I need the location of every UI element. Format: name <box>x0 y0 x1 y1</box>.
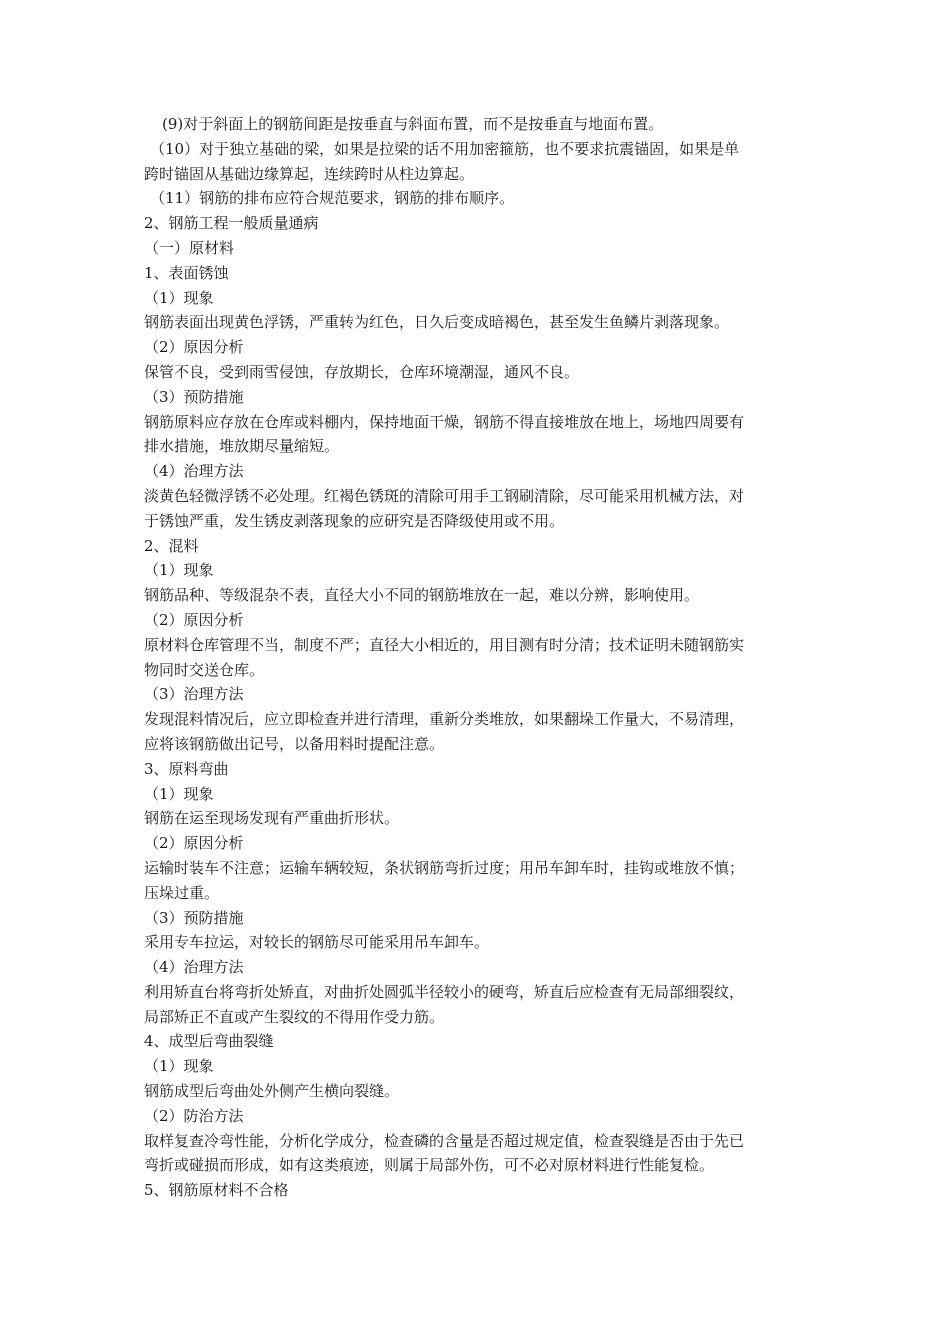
item-label: （1）现象 <box>144 1057 214 1076</box>
text-line: （11）钢筋的排布应符合规范要求，钢筋的排布顺序。 <box>150 189 515 208</box>
document-body <box>144 112 810 1203</box>
item-label: （1）现象 <box>144 784 214 803</box>
item-label: （3）预防措施 <box>144 387 244 406</box>
text-line: 取样复查冷弯性能，分析化学成分，检查磷的含量是否超过规定值，检查裂缝是否由于先已 <box>144 1131 745 1150</box>
item-label: （2）原因分析 <box>144 610 244 629</box>
item-label: （3）预防措施 <box>144 908 244 927</box>
text-line: 应将该钢筋做出记号，以备用料时提配注意。 <box>144 734 445 753</box>
item-label: （1）现象 <box>144 561 214 580</box>
item-label: （4）治理方法 <box>144 462 244 481</box>
text-line: 原材料仓库管理不当，制度不严；直径大小相近的，用目测有时分清；技术证明未随钢筋实 <box>144 635 745 654</box>
text-line: 压垛过重。 <box>144 883 220 902</box>
text-line: 钢筋原料应存放在仓库或料棚内，保持地面干燥，钢筋不得直接堆放在地上，场地四周要有 <box>144 412 745 431</box>
item-label: （2）原因分析 <box>144 834 244 853</box>
text-line: 钢筋在运至现场发现有严重曲折形状。 <box>144 809 400 828</box>
subsection-heading: 5、钢筋原材料不合格 <box>144 1181 289 1200</box>
text-line: 物同时交送仓库。 <box>144 660 265 679</box>
text-line: 保管不良，受到雨雪侵蚀，存放期长，仓库环境潮湿，通风不良。 <box>144 362 580 381</box>
section-heading: （一）原材料 <box>144 238 235 257</box>
text-line: 局部矫正不直或产生裂纹的不得用作受力筋。 <box>144 1007 445 1026</box>
item-label: （3）治理方法 <box>144 685 244 704</box>
text-line: 钢筋成型后弯曲处外侧产生横向裂缝。 <box>144 1082 400 1101</box>
text-line: 排水措施，堆放期尽量缩短。 <box>144 437 340 456</box>
item-label: （2）防治方法 <box>144 1106 244 1125</box>
item-label: （1）现象 <box>144 288 214 307</box>
text-line: 跨时锚固从基础边缘算起，连续跨时从柱边算起。 <box>144 164 475 183</box>
subsection-heading: 1、表面锈蚀 <box>144 263 229 282</box>
text-line: 运输时装车不注意；运输车辆较短，条状钢筋弯折过度；用吊车卸车时，挂钩或堆放不慎； <box>144 858 745 877</box>
text-line: 于锈蚀严重，发生锈皮剥落现象的应研究是否降级使用或不用。 <box>144 511 565 530</box>
text-line: 淡黄色轻微浮锈不必处理。红褐色锈斑的清除可用手工钢刷清除，尽可能采用机械方法，对 <box>144 486 745 505</box>
subsection-heading: 4、成型后弯曲裂缝 <box>144 1032 274 1051</box>
section-heading: 2、钢筋工程一般质量通病 <box>144 214 319 233</box>
text-line: 钢筋品种、等级混杂不表，直径大小不同的钢筋堆放在一起，难以分辨，影响使用。 <box>144 586 700 605</box>
text-line: 利用矫直台将弯折处矫直，对曲折处圆弧半径较小的硬弯，矫直后应检查有无局部细裂纹， <box>144 982 745 1001</box>
item-label: （2）原因分析 <box>144 338 244 357</box>
text-line: (9)对于斜面上的钢筋间距是按垂直与斜面布置，而不是按垂直与地面布置。 <box>162 115 664 133</box>
subsection-heading: 3、原料弯曲 <box>144 759 229 778</box>
item-label: （4）治理方法 <box>144 958 244 977</box>
subsection-heading: 2、混料 <box>144 536 199 555</box>
text-line: 发现混料情况后，应立即检查并进行清理，重新分类堆放，如果翻垛工作量大，不易清理， <box>144 710 745 729</box>
text-line: 采用专车拉运，对较长的钢筋尽可能采用吊车卸车。 <box>144 933 490 952</box>
text-line: 弯折或碰损而形成，如有这类痕迹，则属于局部外伤，可不必对原材料进行性能复检。 <box>144 1156 715 1175</box>
text-line: 钢筋表面出现黄色浮锈，严重转为红色，日久后变成暗褐色，甚至发生鱼鳞片剥落现象。 <box>144 313 730 332</box>
text-line: （10）对于独立基础的梁，如果是拉梁的话不用加密箍筋，也不要求抗震锚固，如果是单 <box>150 139 740 158</box>
